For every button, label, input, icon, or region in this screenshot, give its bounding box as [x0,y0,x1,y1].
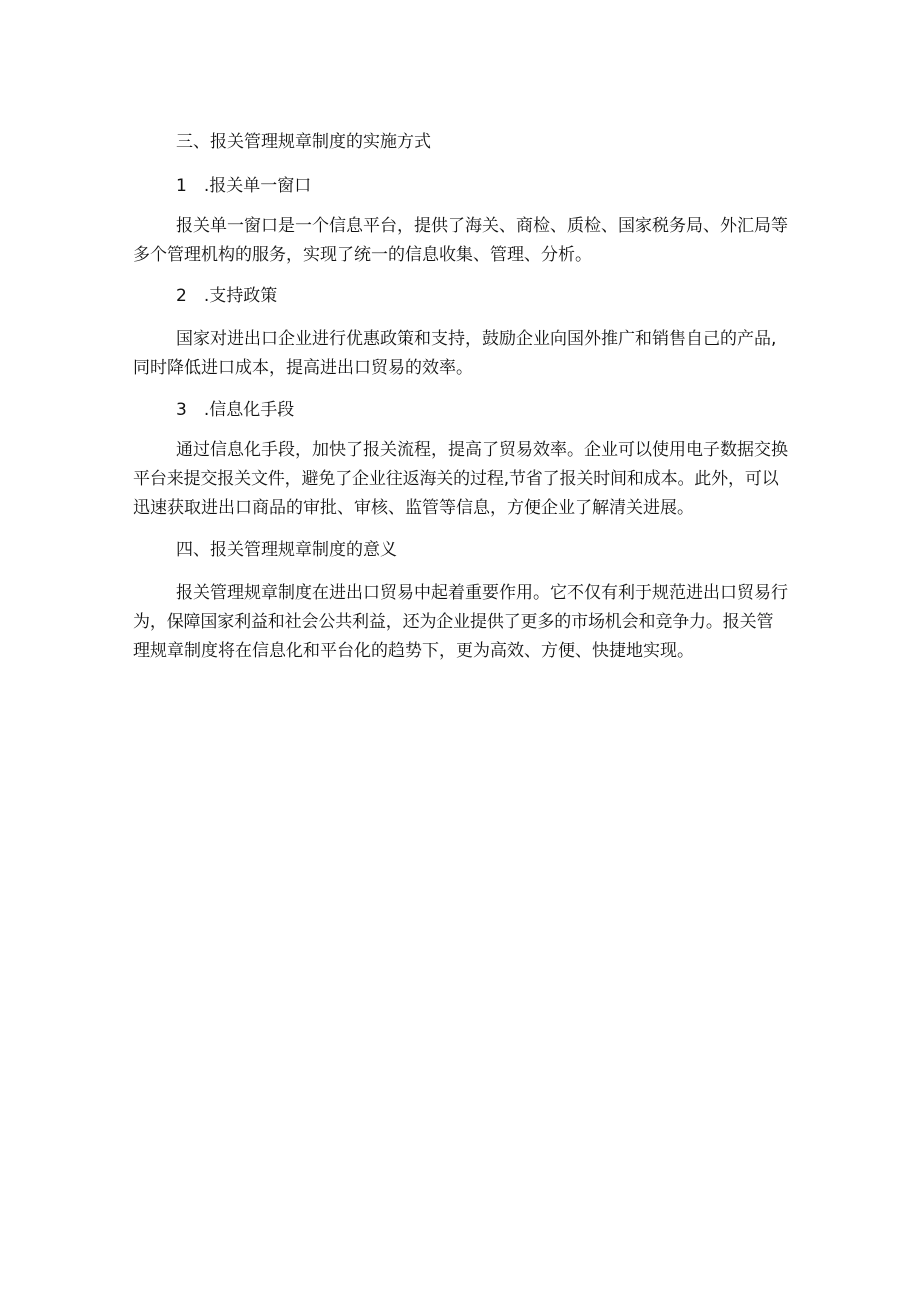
item-3-paragraph-line-1: 通过信息化手段，加快了报关流程，提高了贸易效率。企业可以使用电子数据交换 [176,440,788,460]
section-4-paragraph-line-2: 为，保障国家利益和社会公共利益，还为企业提供了更多的市场机会和竞争力。报关管 [133,612,774,632]
item-2-paragraph-line-2: 同时降低进口成本，提高进出口贸易的效率。 [133,358,473,378]
section-4-title: 四、报关管理规章制度的意义 [176,540,397,560]
section-4-paragraph-line-3: 理规章制度将在信息化和平台化的趋势下，更为高效、方便、快捷地实现。 [133,641,694,661]
item-3-paragraph-line-3: 迅速获取进出口商品的审批、审核、监管等信息，方便企业了解清关进展。 [133,498,694,518]
item-1-paragraph-line-2: 多个管理机构的服务，实现了统一的信息收集、管理、分析。 [133,245,592,265]
item-1-paragraph-line-1: 报关单一窗口是一个信息平台，提供了海关、商检、质检、国家税务局、外汇局等 [176,216,788,236]
item-2-title: 2 .支持政策 [176,286,278,306]
item-3-title: 3 .信息化手段 [176,400,295,420]
item-3-paragraph-line-2: 平台来提交报关文件，避免了企业往返海关的过程,节省了报关时间和成本。此外，可以 [133,469,779,489]
section-4-paragraph-line-1: 报关管理规章制度在进出口贸易中起着重要作用。它不仅有利于规范进出口贸易行 [176,583,788,603]
item-1-title: 1 .报关单一窗口 [176,176,312,196]
item-2-paragraph-line-1: 国家对进出口企业进行优惠政策和支持，鼓励企业向国外推广和销售自己的产品, [176,329,777,349]
section-3-title: 三、报关管理规章制度的实施方式 [176,132,431,152]
